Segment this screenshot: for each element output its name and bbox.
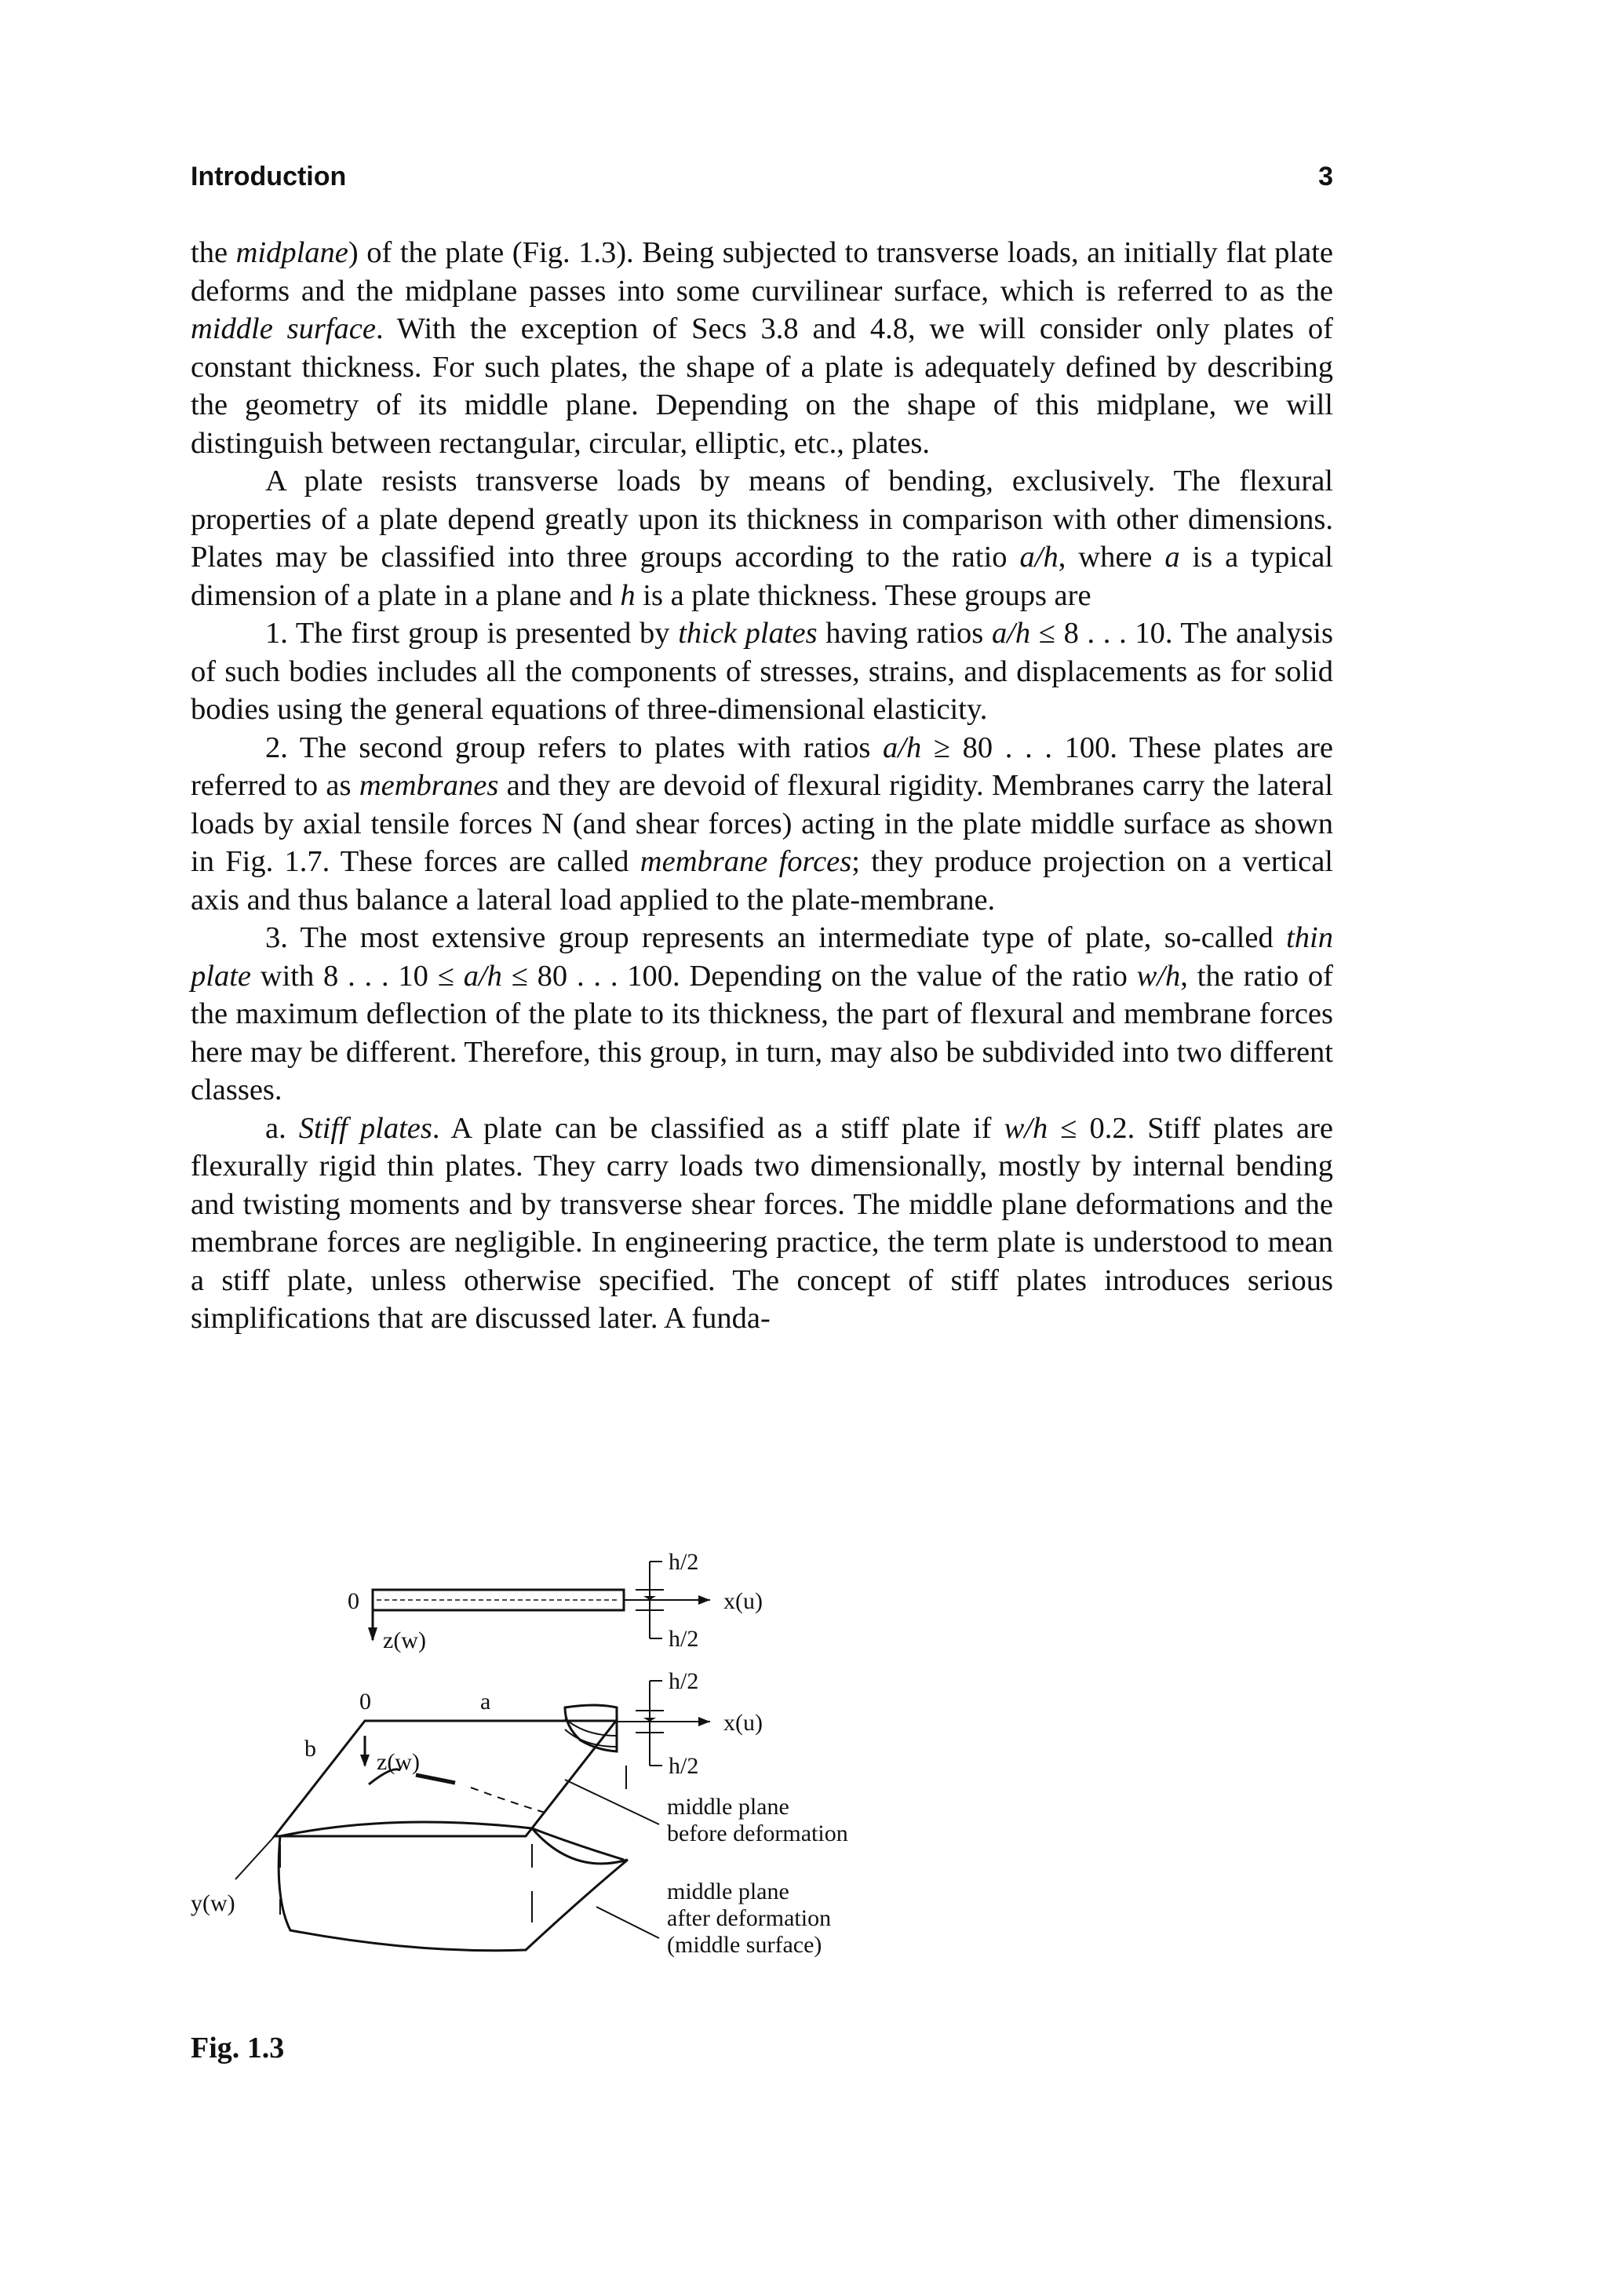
label-before-line-1: middle plane [667, 1794, 789, 1820]
label-after-line-2: after deformation [667, 1905, 832, 1931]
page-number: 3 [1318, 162, 1333, 191]
body-text [191, 234, 1333, 1338]
list-item-1: 1. The first group is presented by thick plates having ratios a/h ≤ 8 . . . 10. The analysis of such bodies includes all the components of stresses, strains, and displacements as for solid bodies using the general equations of three-dimensional elasticity. [191, 617, 1333, 726]
iso-length-label: a [480, 1689, 491, 1715]
figure-caption: Fig. 1.3 [191, 2032, 285, 2065]
iso-y-axis-label: y(w) [191, 1890, 235, 1916]
list-item-2: 2. The second group refers to plates with ratios a/h ≥ 80 . . . 100. These plates are referred to as membranes and they are devoid of flexural rigidity. Membranes carry the lateral loads by axial tensile forces N (and shear forces) acting in the plate middle surface as shown in Fig. 1.7. These forces are called membrane forces; they produce projection on a vertical axis and thus balance a lateral load applied to the plate-membrane. [191, 731, 1333, 917]
iso-half-thickness-upper: h/2 [669, 1668, 699, 1694]
top-half-thickness-lower: h/2 [669, 1626, 699, 1652]
deformed-middle-surface [279, 1822, 628, 1951]
label-after-line-3: (middle surface) [667, 1932, 822, 1958]
figure-plate-diagram [157, 1530, 942, 2017]
plate-diagram-svg [157, 1530, 942, 2017]
chapter-title: Introduction [191, 162, 347, 191]
top-half-thickness-upper: h/2 [669, 1549, 699, 1575]
paragraph-1: the midplane) of the plate (Fig. 1.3). Being subjected to transverse loads, an initially flat plate deforms and the midplane passes into some curvilinear surface, which is referred to as the middle surface. With the exception of Secs 3.8 and 4.8, we will consider only plates of constant thickness. For such plates, the shape of a plate is adequately defined by describing the geometry of its middle plane. Depending on the shape of this midplane, we will distinguish between rectangular, circular, elliptic, etc., plates. [191, 236, 1333, 460]
iso-y-axis-line [235, 1836, 275, 1879]
iso-origin-label: 0 [359, 1689, 371, 1715]
iso-half-thickness-lower: h/2 [669, 1753, 699, 1779]
top-x-axis-label: x(u) [723, 1588, 763, 1614]
label-before-line-2: before deformation [667, 1820, 848, 1846]
iso-width-label: b [304, 1736, 316, 1762]
top-z-axis-label: z(w) [383, 1627, 426, 1653]
iso-x-axis-label: x(u) [723, 1710, 763, 1736]
running-head [191, 162, 1333, 199]
list-item-3: 3. The most extensive group represents an intermediate type of plate, so-called thin plate with 8 . . . 10 ≤ a/h ≤ 80 . . . 100. Depending on the value of the ratio w/h, the ratio of the maximum deflection of the plate to its thickness, the part of flexural and membrane forces here may be different. Therefore, this group, in turn, may also be subdivided into two different classes. [191, 921, 1333, 1106]
top-origin-label: 0 [348, 1588, 359, 1614]
plate-iso-view [275, 1721, 616, 1836]
label-after-line-1: middle plane [667, 1879, 789, 1904]
sub-item-a: a. Stiff plates. A plate can be classified as a stiff plate if w/h ≤ 0.2. Stiff plates are flexurally rigid thin plates. They carry loads two dimensionally, mostly by internal bending and twisting moments and by transverse shear forces. The middle plane deformations and the membrane forces are negligible. In engineering practice, the term plate is understood to mean a stiff plate, unless otherwise specified. The concept of stiff plates introduces serious simplifications that are discussed later. A funda- [191, 1111, 1333, 1335]
paragraph-2: A plate resists transverse loads by means of bending, exclusively. The flexural properties of a plate depend greatly upon its thickness in comparison with other dimensions. Plates may be classified into three groups according to the ratio a/h, where a is a typical dimension of a plate in a plane and h is a plate thickness. These groups are [191, 465, 1333, 612]
iso-z-axis-label: z(w) [377, 1749, 420, 1775]
